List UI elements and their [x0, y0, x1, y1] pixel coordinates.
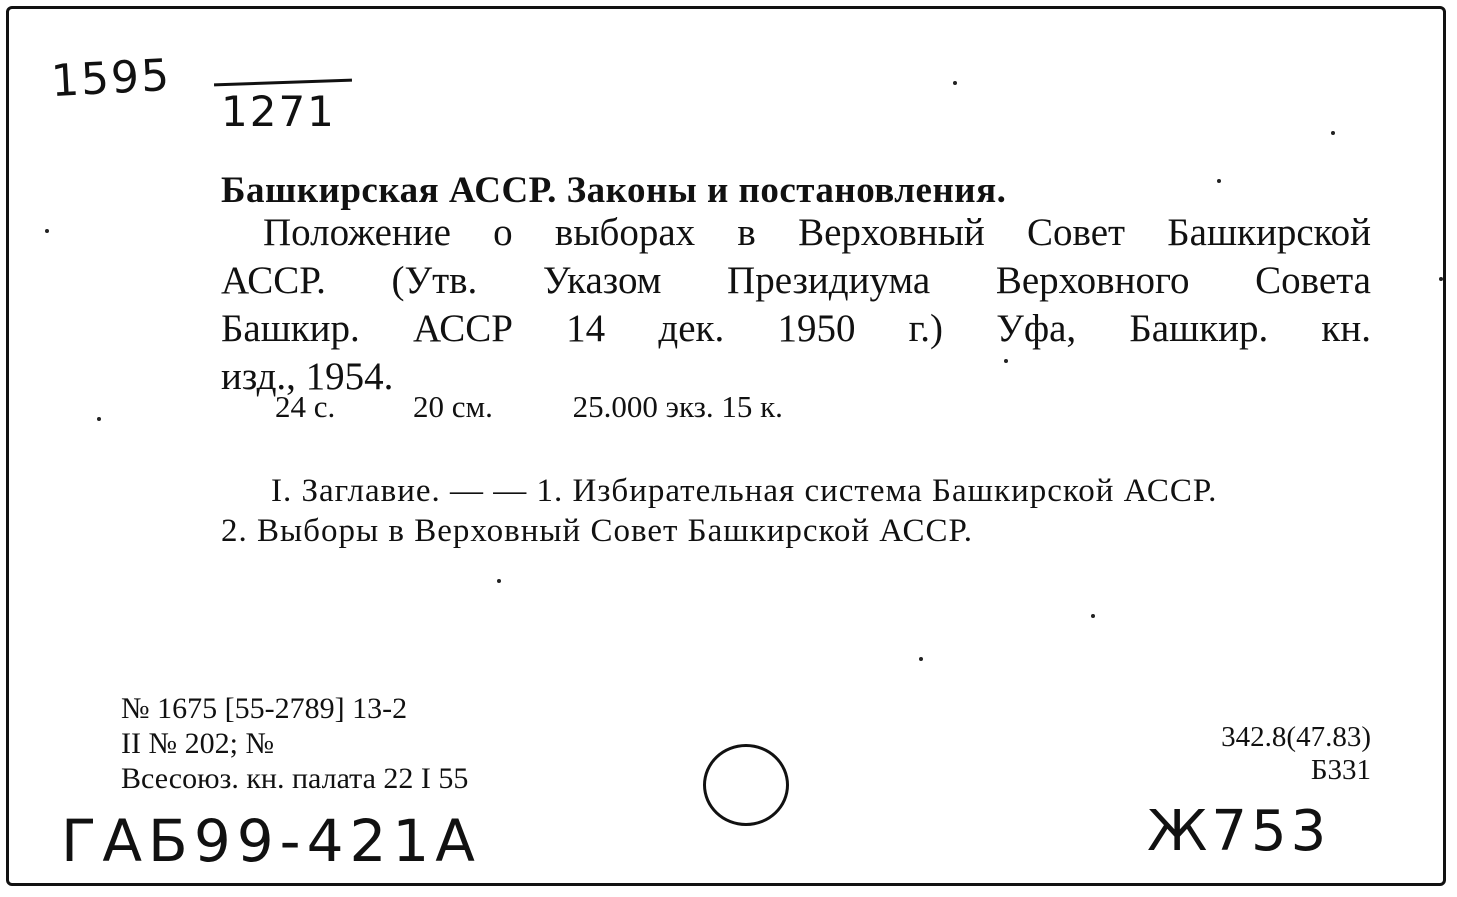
imprint-line: Всесоюз. кн. палата 22 I 55 [121, 762, 469, 795]
scan-speck [1004, 359, 1008, 363]
handwritten-code-right: Ж753 [1147, 799, 1331, 864]
catalog-card [6, 6, 1446, 886]
description-line: Положение о выборах в Верховный Совет Башкирской [263, 211, 1371, 254]
collation-pages: 24 с. [275, 389, 336, 424]
classification-block [1221, 721, 1371, 787]
punch-hole [703, 744, 789, 826]
imprint-line: № 1675 [55-2789] 13-2 [121, 692, 408, 725]
scan-speck [953, 81, 957, 85]
scan-speck [1439, 277, 1443, 281]
scan-speck [97, 417, 101, 421]
scan-speck [45, 229, 49, 233]
imprint-line: II № 202; № [121, 727, 275, 760]
tracing-line: I. Заглавие. — — 1. Избирательная система Башкирской АССР. [271, 473, 1218, 509]
imprint-block [121, 691, 468, 796]
collation-copies-price: 25.000 экз. 15 к. [572, 389, 783, 424]
card-description [221, 209, 1371, 401]
scan-speck [1091, 614, 1095, 618]
tracing-block [221, 471, 1371, 551]
description-line: изд., 1954. [221, 355, 394, 398]
collation-size: 20 см. [413, 389, 493, 424]
collation-line [275, 389, 783, 425]
scan-speck [919, 657, 923, 661]
scan-speck [497, 579, 501, 583]
card-heading: Башкирская АССР. Законы и постановления. [221, 170, 1007, 211]
description-line: Башкир. АССР 14 дек. 1950 г.) Уфа, Башкир. кн. [221, 307, 1371, 350]
scan-speck [1331, 131, 1335, 135]
description-line: АССР. (Утв. Указом Президиума Верховного Совета [221, 259, 1371, 302]
classification-index: 342.8(47.83) [1221, 721, 1371, 753]
shelfmark-divider [214, 79, 352, 87]
scan-speck [1217, 179, 1221, 183]
shelfmark-bottom: 1271 [221, 87, 336, 136]
tracing-line: 2. Выборы в Верховный Совет Башкирской АССР. [221, 513, 973, 549]
author-mark: Б331 [1310, 754, 1371, 786]
handwritten-code-bottom: ГАБ99-421А [61, 807, 481, 875]
shelfmark-top: 1595 [49, 49, 173, 108]
